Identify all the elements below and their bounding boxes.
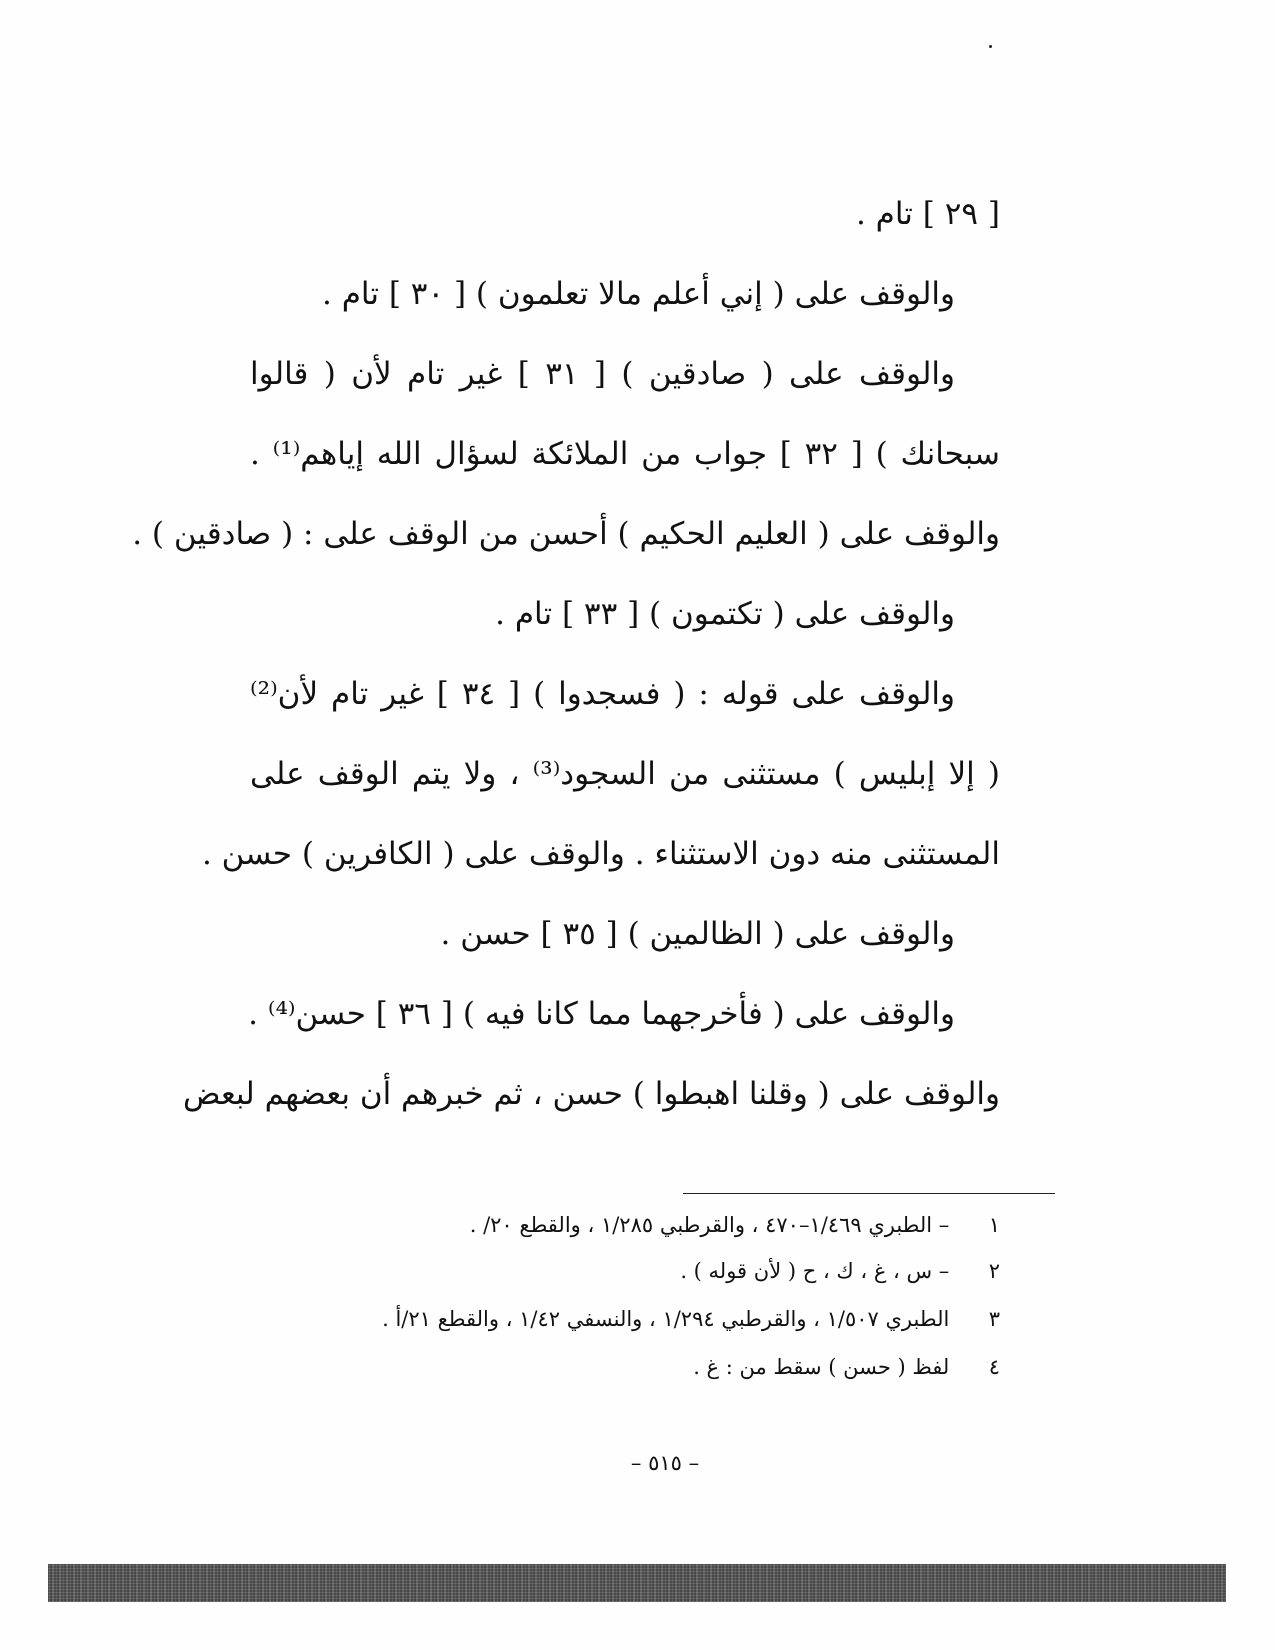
body-line-8: ( إلا إبليس ) مستثنى من السجود⁽³⁾ ، ولا يتم الوقف على xyxy=(250,756,1001,792)
footnote-1 xyxy=(255,1210,1000,1240)
scan-speck xyxy=(989,45,992,48)
footnote-number: ١ xyxy=(988,1213,1000,1237)
body-line-7: والوقف على قوله : ( فسجدوا ) [ ٣٤ ] غير تام لأن⁽²⁾ xyxy=(250,676,955,712)
body-line-12: والوقف على ( وقلنا اهبطوا ) حسن ، ثم خبرهم أن بعضهم لبعض xyxy=(183,1076,1000,1112)
scan-edge-band xyxy=(48,1564,1226,1602)
footnote-2 xyxy=(255,1256,1000,1286)
body-line-5: والوقف على ( العليم الحكيم ) أحسن من الوقف على : ( صادقين ) . xyxy=(132,516,1000,552)
footnote-number: ٤ xyxy=(988,1355,1000,1379)
body-line-1: [ ٢٩ ] تام . xyxy=(855,196,1000,232)
footnote-number: ٢ xyxy=(988,1259,1000,1283)
body-line-9: المستثنى منه دون الاستثناء . والوقف على ( الكافرين ) حسن . xyxy=(201,836,1000,872)
footnote-number: ٣ xyxy=(988,1307,1000,1331)
body-line-3: والوقف على ( صادقين ) [ ٣١ ] غير تام لأن ( قالوا xyxy=(250,356,955,392)
body-line-11: والوقف على ( فأخرجهما مما كانا فيه ) [ ٣٦ ] حسن⁽⁴⁾ . xyxy=(248,996,955,1032)
page-number: – ٥١٥ – xyxy=(630,1451,700,1475)
footnote-text: لفظ ( حسن ) سقط من : غ . xyxy=(693,1355,950,1379)
body-line-6: والوقف على ( تكتمون ) [ ٣٣ ] تام . xyxy=(495,596,955,632)
body-line-2: والوقف على ( إني أعلم مالا تعلمون ) [ ٣٠ ] تام . xyxy=(322,276,955,312)
footnote-3 xyxy=(255,1304,1000,1334)
body-line-4: سبحانك ) [ ٣٢ ] جواب من الملائكة لسؤال الله إياهم⁽¹⁾ . xyxy=(250,436,1000,472)
footnote-4 xyxy=(255,1352,1000,1382)
footnote-separator xyxy=(683,1193,1055,1194)
footnote-text: – الطبري ١/٤٦٩–٤٧٠ ، والقرطبي ١/٢٨٥ ، والقطع ٢٠/ . xyxy=(469,1213,950,1237)
footnote-text: الطبري ١/٥٠٧ ، والقرطبي ١/٢٩٤ ، والنسفي ١/٤٢ ، والقطع ٢١/أ . xyxy=(382,1307,950,1331)
body-line-10: والوقف على ( الظالمين ) [ ٣٥ ] حسن . xyxy=(440,916,955,952)
footnote-text: – س ، غ ، ك ، ح ( لأن قوله ) . xyxy=(680,1259,950,1283)
